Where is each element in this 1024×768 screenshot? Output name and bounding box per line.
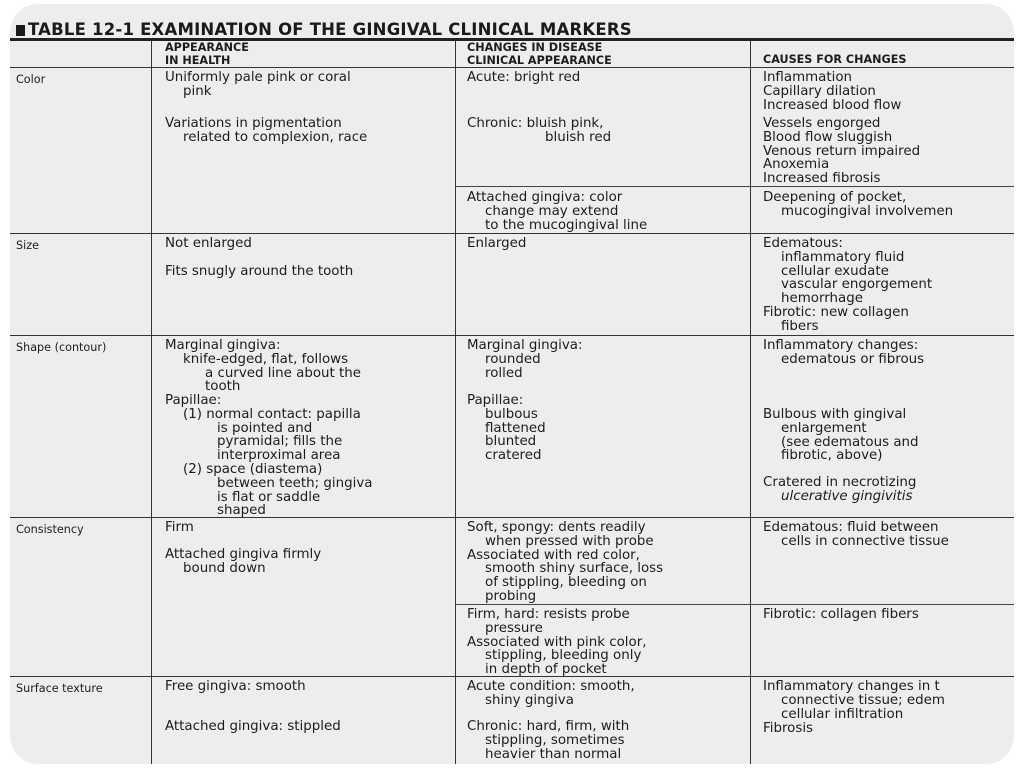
consistency-disease-b: Firm, hard: resists probe pressure Associated with pink color, stippling, bleeding only in depth of pocket [467, 607, 647, 678]
consistency-health-a: Firm [165, 520, 194, 535]
row-label-color: Color [16, 73, 46, 86]
color-causes-c: Deepening of pocket, mucogingival involvemen [763, 190, 954, 219]
header-causes: CAUSES FOR CHANGES [763, 53, 907, 66]
size-causes: Edematous: inflammatory fluid cellular exudate vascular engorgement hemorrhage Fibrotic: new collagen fibers [763, 236, 933, 334]
surface-health-a: Free gingiva: smooth [165, 679, 306, 694]
consistency-health-b: Attached gingiva firmly bound down [165, 547, 322, 576]
row-label-consistency: Consistency [16, 523, 84, 536]
shape-causes-b: Bulbous with gingival enlargement (see edematous and fibrotic, above) [763, 407, 919, 464]
sub-rule-color [455, 186, 1014, 187]
shape-causes-c: Cratered in necrotizing ulcerative gingivitis [763, 475, 917, 504]
color-health-b: Variations in pigmentation related to complexion, race [165, 116, 368, 145]
square-bullet-icon [16, 25, 25, 36]
row-label-shape: Shape (contour) [16, 341, 107, 354]
row-rule-shape [10, 335, 1014, 336]
row-rule-consistency [10, 517, 1014, 518]
surface-disease-a: Acute condition: smooth, shiny gingiva [467, 679, 635, 708]
column-rule-2 [455, 40, 456, 764]
header-rule [10, 67, 1014, 68]
sub-rule-consistency [455, 604, 1014, 605]
document-page [10, 4, 1014, 764]
column-rule-3 [750, 40, 751, 764]
size-health-a: Not enlarged [165, 236, 252, 251]
size-health-b: Fits snugly around the tooth [165, 264, 354, 279]
shape-health-a: Marginal gingiva: knife-edged, flat, follows a curved line about the tooth [165, 338, 362, 395]
color-disease-b: Chronic: bluish pink, bluish red [467, 116, 612, 145]
color-disease-c: Attached gingiva: color change may extend to the mucogingival line [467, 190, 648, 233]
shape-disease-a: Marginal gingiva: rounded rolled [467, 338, 583, 381]
consistency-disease-a: Soft, spongy: dents readily when pressed with probe Associated with red color, smooth shiny surface, loss of stippling, bleeding on probing [467, 520, 664, 604]
row-label-size: Size [16, 239, 39, 252]
shape-health-b: Papillae: (1) normal contact: papilla is pointed and pyramidal; fills the interproximal area (2) space (diastema) between teeth; gingiva is flat or saddle shaped [165, 393, 373, 519]
color-disease-a: Acute: bright red [467, 70, 581, 85]
row-label-surface: Surface texture [16, 682, 103, 695]
shape-causes-a: Inflammatory changes: edematous or fibrous [763, 338, 925, 367]
table-title [16, 20, 632, 39]
consistency-causes-b: Fibrotic: collagen fibers [763, 607, 919, 622]
surface-health-b: Attached gingiva: stippled [165, 719, 341, 734]
shape-disease-b: Papillae: bulbous flattened blunted cratered [467, 393, 546, 464]
color-causes-b: Vessels engorged Blood flow sluggish Venous return impaired Anoxemia Increased fibrosis [763, 116, 921, 187]
color-health-a: Uniformly pale pink or coral pink [165, 70, 351, 99]
table-title-text: TABLE 12-1 EXAMINATION OF THE GINGIVAL CLINICAL MARKERS [28, 20, 632, 39]
size-disease: Enlarged [467, 236, 527, 251]
header-health: APPEARANCE IN HEALTH [165, 41, 249, 67]
surface-disease-b: Chronic: hard, firm, with stippling, sometimes heavier than normal [467, 719, 630, 762]
row-rule-size [10, 233, 1014, 234]
surface-causes-b: Fibrosis [763, 721, 814, 736]
surface-causes-a: Inflammatory changes in t connective tissue; edem cellular infiltration [763, 679, 945, 722]
column-rule-1 [151, 40, 152, 764]
header-disease: CHANGES IN DISEASE CLINICAL APPEARANCE [467, 41, 612, 67]
color-causes-a: Inflammation Capillary dilation Increased blood flow [763, 70, 902, 113]
consistency-causes-a: Edematous: fluid between cells in connective tissue [763, 520, 949, 549]
